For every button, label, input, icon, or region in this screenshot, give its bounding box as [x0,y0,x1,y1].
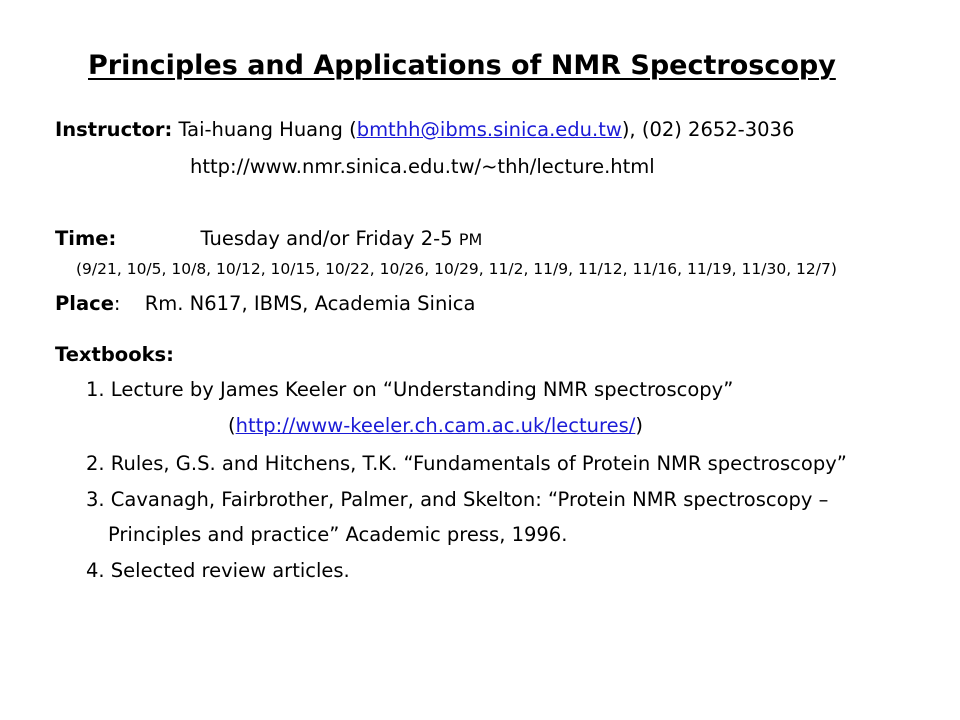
time-pm: PM [458,230,483,249]
page-title: Principles and Applications of NMR Spectroscopy [88,50,836,81]
place-label: Place [55,292,114,315]
session-dates: (9/21, 10/5, 10/8, 10/12, 10/15, 10/22, 10/26, 10/29, 11/2, 11/9, 11/12, 11/16, 11/19, 11/30, 12/7) [76,260,837,278]
textbook-item-3-line-1: 3. Cavanagh, Fairbrother, Palmer, and Skelton: “Protein NMR spectroscopy – [86,488,829,511]
textbook-item-1-close: ) [635,414,643,437]
textbook-item-4: 4. Selected review articles. [86,559,350,582]
textbooks-label: Textbooks: [55,343,174,366]
textbook-item-2: 2. Rules, G.S. and Hitchens, T.K. “Fundamentals of Protein NMR spectroscopy” [86,452,847,475]
instructor-email-link[interactable]: bmthh@ibms.sinica.edu.tw [356,118,622,141]
time-label: Time: [55,227,117,250]
instructor-label: Instructor: [55,118,173,141]
place-line [55,294,475,314]
instructor-phone: ), (02) 2652-3036 [621,118,795,141]
keeler-lectures-link[interactable]: http://www-keeler.ch.cam.ac.uk/lectures/ [235,414,636,437]
textbook-item-1-open: ( [228,414,236,437]
textbook-item-1: 1. Lecture by James Keeler on “Understanding NMR spectroscopy” [86,378,734,401]
place-value: Rm. N617, IBMS, Academia Sinica [144,292,476,315]
time-line [55,229,482,249]
textbook-item-3-line-2: Principles and practice” Academic press, 1996. [108,523,568,546]
textbook-item-1-link-line [228,416,643,436]
instructor-name: Tai-huang Huang ( [178,118,357,141]
instructor-line [55,120,794,140]
lecture-url: http://www.nmr.sinica.edu.tw/~thh/lecture.html [190,155,655,178]
place-colon: : [113,292,121,315]
time-value: Tuesday and/or Friday 2-5 [200,227,459,250]
